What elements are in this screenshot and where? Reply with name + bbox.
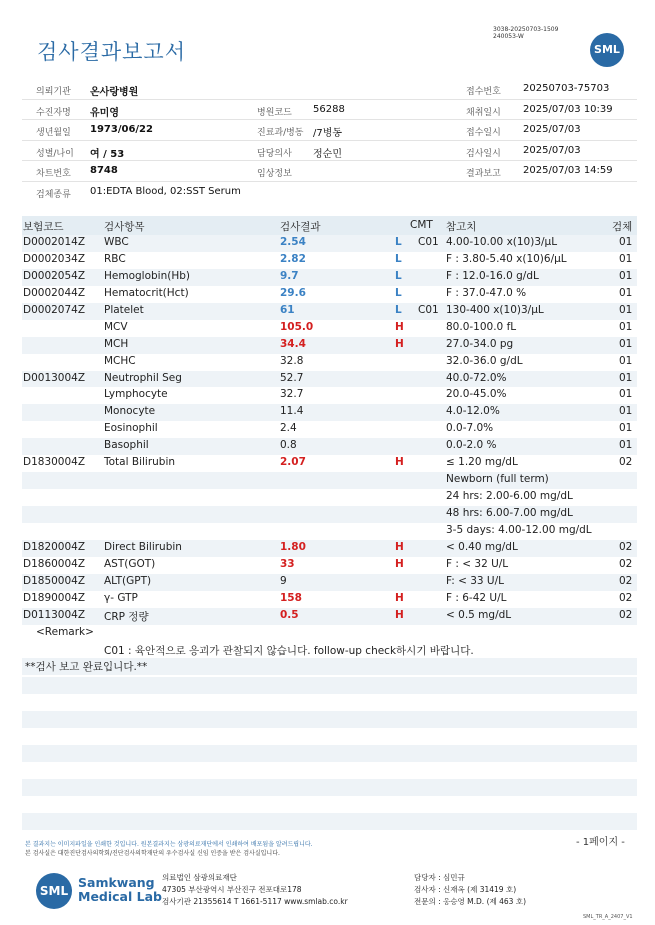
row-flag: L <box>395 236 402 248</box>
receipt-no-label: 접수번호 <box>466 87 501 97</box>
collection-date-value: 2025/07/03 10:39 <box>523 103 613 115</box>
row-result: 52.7 <box>280 371 304 384</box>
row-flag: L <box>395 252 402 265</box>
footer-notes <box>25 840 313 858</box>
row-specimen: 02 <box>619 540 633 553</box>
institution-value: 온사랑병원 <box>90 87 139 98</box>
row-reference: 130-400 x(10)3/μL <box>446 303 544 316</box>
receipt-no-value: 20250703-75703 <box>523 83 610 94</box>
row-code: D1890004Z <box>23 591 86 604</box>
row-code: D0002054Z <box>23 269 86 282</box>
footer-signatures <box>414 872 526 908</box>
complete-text: **검사 보고 완료입니다.** <box>25 661 148 674</box>
patient-label: 수진자명 <box>36 107 71 118</box>
table-row <box>22 438 637 455</box>
row-result: 105.0 <box>280 320 314 333</box>
row-reference: 48 hrs: 6.00-7.00 mg/dL <box>446 507 573 519</box>
table-header <box>22 216 637 235</box>
row-reference: F : 12.0-16.0 g/dL <box>446 269 539 282</box>
report-date-label: 결과보고 <box>466 169 501 179</box>
row-reference: F : 6-42 U/L <box>446 591 507 604</box>
row-result: 29.6 <box>280 286 306 299</box>
row-flag: L <box>395 286 402 299</box>
header-spec: 검체 <box>612 221 633 233</box>
row-code: D0002034Z <box>23 252 86 265</box>
remark-label: <Remark> <box>36 625 94 638</box>
info-row <box>22 182 637 203</box>
birth-value: 1973/06/22 <box>90 124 153 135</box>
row-result: 158 <box>280 591 302 604</box>
results-table <box>22 216 637 675</box>
info-row <box>22 79 637 100</box>
sign2-label: 검사자 : <box>414 885 441 894</box>
row-code: D0002014Z <box>23 236 86 248</box>
row-reference: 80.0-100.0 fL <box>446 320 517 333</box>
blank-row <box>22 762 637 779</box>
collection-date-label: 채취일시 <box>466 107 501 118</box>
remark-text-row <box>22 642 637 659</box>
table-row <box>22 455 637 472</box>
row-reference: 40.0-72.0% <box>446 371 507 384</box>
blank-row <box>22 813 637 830</box>
test-date-label: 검사일시 <box>466 148 501 159</box>
row-item: WBC <box>104 236 129 248</box>
row-flag: H <box>395 557 404 570</box>
row-item: Neutrophil Seg <box>104 371 182 384</box>
remark-text: C01 : 육안적으로 응괴가 관찰되지 않습니다. follow-up check하시기 바랍니다. <box>104 644 474 657</box>
table-row <box>22 371 637 388</box>
blank-rows <box>22 660 637 830</box>
table-body <box>22 235 637 625</box>
row-specimen: 02 <box>619 591 633 604</box>
header-code: 보험코드 <box>23 221 64 233</box>
sex-age-value: 여 / 53 <box>90 148 125 160</box>
row-flag: H <box>395 608 404 621</box>
row-specimen: 01 <box>619 337 633 350</box>
footer-address <box>162 872 348 908</box>
chart-no-value: 8748 <box>90 165 118 176</box>
birth-label: 생년월일 <box>36 128 71 138</box>
row-result: 2.82 <box>280 252 306 265</box>
footer-org: 의료법인 삼광의료재단 <box>162 873 237 882</box>
row-result: 1.80 <box>280 540 306 553</box>
reference-code-line1: 3038-20250703-1509 <box>493 26 559 33</box>
row-result: 61 <box>280 303 295 316</box>
row-item: Hemoglobin(Hb) <box>104 269 191 282</box>
table-row <box>22 286 637 303</box>
table-row <box>22 489 637 506</box>
sml-logo: SML <box>590 33 624 67</box>
row-code: D0002074Z <box>23 303 86 316</box>
row-flag: H <box>395 337 404 350</box>
row-specimen: 01 <box>619 354 633 367</box>
row-item: CRP 정량 <box>104 610 149 623</box>
row-reference: Newborn (full term) <box>446 473 549 486</box>
row-code: D0113004Z <box>23 608 86 621</box>
row-cmt: C01 <box>418 303 439 316</box>
row-reference: < 0.5 mg/dL <box>446 608 512 621</box>
table-row <box>22 574 637 591</box>
row-result: 2.4 <box>280 422 297 435</box>
row-flag: H <box>395 540 404 553</box>
row-specimen: 01 <box>619 422 633 435</box>
header-cmt: CMT <box>410 219 433 231</box>
row-result: 9 <box>280 574 287 587</box>
row-specimen: 01 <box>619 236 633 248</box>
table-row <box>22 421 637 438</box>
table-row <box>22 540 637 557</box>
patient-info <box>22 79 637 202</box>
footer-logo-mark: SML <box>36 873 72 909</box>
row-reference: F : 37.0-47.0 % <box>446 286 527 299</box>
blank-row <box>22 796 637 813</box>
row-result: 0.8 <box>280 439 297 452</box>
row-specimen: 01 <box>619 303 633 316</box>
row-item: Basophil <box>104 439 149 452</box>
clinical-label: 임상정보 <box>257 169 292 179</box>
blank-row <box>22 728 637 745</box>
patient-value: 유미영 <box>90 107 119 119</box>
row-item: ALT(GPT) <box>104 574 152 587</box>
row-reference: 24 hrs: 2.00-6.00 mg/dL <box>446 490 573 503</box>
footer-note-1: 본 결과지는 이미지파일을 인쇄한 것입니다. 원본결과지는 삼광의료재단에서 인쇄하여 배포됨을 알려드립니다. <box>25 841 313 848</box>
row-specimen: 01 <box>619 371 633 384</box>
report-title: 검사결과보고서 <box>37 40 187 64</box>
blank-row <box>22 711 637 728</box>
table-row <box>22 608 637 625</box>
row-flag: H <box>395 591 404 604</box>
row-reference: F : < 32 U/L <box>446 557 509 570</box>
row-specimen: 01 <box>619 405 633 418</box>
row-result: 33 <box>280 557 295 570</box>
row-item: γ- GTP <box>104 591 138 604</box>
row-reference: 0.0-2.0 % <box>446 439 497 452</box>
row-result: 11.4 <box>280 405 304 418</box>
chart-no-label: 차트번호 <box>36 169 71 179</box>
table-row <box>22 269 637 286</box>
row-specimen: 02 <box>619 456 633 469</box>
row-specimen: 02 <box>619 608 633 621</box>
row-reference: ≤ 1.20 mg/dL <box>446 456 518 469</box>
row-item: Hematocrit(Hct) <box>104 286 189 299</box>
blank-row <box>22 779 637 796</box>
sign1-label: 담당자 : <box>414 873 441 882</box>
row-result: 2.54 <box>280 236 306 248</box>
row-item: AST(GOT) <box>104 557 156 570</box>
specimen-label: 검체종류 <box>36 189 71 200</box>
row-item: MCHC <box>104 354 136 367</box>
sign3-label: 전문의 : <box>414 897 441 906</box>
table-row <box>22 235 637 252</box>
row-code: D1830004Z <box>23 456 86 469</box>
row-code: D1860004Z <box>23 557 86 570</box>
dept-label: 진료과/병동 <box>257 128 304 138</box>
row-reference: 4.00-10.00 x(10)3/μL <box>446 236 558 248</box>
table-row <box>22 557 637 574</box>
table-row <box>22 591 637 608</box>
page-number: - 1페이지 - <box>576 837 625 848</box>
info-row <box>22 120 637 141</box>
row-reference: 4.0-12.0% <box>446 405 500 418</box>
reference-code <box>493 26 558 40</box>
table-row <box>22 354 637 371</box>
row-specimen: 01 <box>619 320 633 333</box>
info-row <box>22 161 637 182</box>
dept-value: /7병동 <box>313 128 343 139</box>
row-flag: L <box>395 269 402 282</box>
table-row <box>22 472 637 489</box>
info-row <box>22 141 637 162</box>
row-specimen: 01 <box>619 439 633 452</box>
row-result: 2.07 <box>280 456 306 469</box>
row-result: 34.4 <box>280 337 306 350</box>
row-item: MCV <box>104 320 128 333</box>
row-specimen: 02 <box>619 557 633 570</box>
hospital-code-label: 병원코드 <box>257 107 292 118</box>
test-date-value: 2025/07/03 <box>523 144 581 156</box>
doctor-label: 담당의사 <box>257 148 292 159</box>
document-id: SML_TR_A_2407_V1 <box>583 914 633 920</box>
row-item: Monocyte <box>104 405 156 418</box>
blank-row <box>22 694 637 711</box>
table-row <box>22 320 637 337</box>
row-flag: H <box>395 320 404 333</box>
specimen-value: 01:EDTA Blood, 02:SST Serum <box>90 185 241 197</box>
row-specimen: 01 <box>619 252 633 265</box>
row-flag: L <box>395 303 402 316</box>
receipt-date-value: 2025/07/03 <box>523 124 581 135</box>
footer-logo-line1: Samkwang <box>78 875 155 890</box>
sign1-value: 심민규 <box>443 873 465 882</box>
blank-row <box>22 660 637 677</box>
institution-label: 의뢰기관 <box>36 87 71 97</box>
table-row <box>22 303 637 320</box>
row-item: Eosinophil <box>104 422 158 435</box>
hospital-code-value: 56288 <box>313 103 345 115</box>
row-reference: F: < 33 U/L <box>446 574 505 587</box>
table-row <box>22 387 637 404</box>
footer-logo-text <box>78 876 162 904</box>
remark-label-row <box>22 625 637 642</box>
row-result: 0.5 <box>280 608 299 621</box>
table-row <box>22 337 637 354</box>
row-specimen: 01 <box>619 286 633 299</box>
row-code: D0002044Z <box>23 286 86 299</box>
row-reference: 3-5 days: 4.00-12.00 mg/dL <box>446 523 592 536</box>
row-specimen: 01 <box>619 269 633 282</box>
row-item: MCH <box>104 337 129 350</box>
row-result: 32.8 <box>280 354 304 367</box>
footer-note-2: 본 검사실은 대한진단검사의학회/진단검사의학재단의 우수검사실 신임 인증을 받은 검사실입니다. <box>25 850 280 857</box>
row-reference: 0.0-7.0% <box>446 422 494 435</box>
sign3-value: 옹승영 M.D. (제 463 호) <box>443 897 526 906</box>
row-reference: 27.0-34.0 pg <box>446 337 514 350</box>
row-specimen: 02 <box>619 574 633 587</box>
row-reference: < 0.40 mg/dL <box>446 540 518 553</box>
row-reference: F : 3.80-5.40 x(10)6/μL <box>446 252 567 265</box>
sign2-value: 신재옥 (제 31419 호) <box>443 885 517 894</box>
row-result: 9.7 <box>280 269 299 282</box>
row-reference: 32.0-36.0 g/dL <box>446 354 523 367</box>
row-item: Total Bilirubin <box>104 456 176 469</box>
receipt-date-label: 접수일시 <box>466 128 501 138</box>
table-row <box>22 523 637 540</box>
report-date-value: 2025/07/03 14:59 <box>523 165 613 176</box>
row-code: D0013004Z <box>23 371 86 384</box>
row-item: Lymphocyte <box>104 388 168 401</box>
row-item: RBC <box>104 252 126 265</box>
header-item: 검사항목 <box>104 221 145 233</box>
info-row <box>22 100 637 121</box>
row-result: 32.7 <box>280 388 304 401</box>
doctor-value: 정순민 <box>313 148 342 160</box>
reference-code-line2: 240053-W <box>493 33 524 40</box>
sex-age-label: 성별/나이 <box>36 148 74 159</box>
blank-row <box>22 677 637 694</box>
table-row <box>22 252 637 269</box>
footer-street: 47305 부산광역시 부산진구 전포대로178 <box>162 885 302 894</box>
row-reference: 20.0-45.0% <box>446 388 507 401</box>
blank-row <box>22 745 637 762</box>
row-specimen: 01 <box>619 388 633 401</box>
row-item: Platelet <box>104 303 144 316</box>
row-item: Direct Bilirubin <box>104 540 182 553</box>
header-result: 검사결과 <box>280 221 321 233</box>
row-code: D1820004Z <box>23 540 86 553</box>
footer-contact: 검사기관 21355614 T 1661-5117 www.smlab.co.kr <box>162 897 348 906</box>
row-cmt: C01 <box>418 236 439 248</box>
row-flag: H <box>395 456 404 469</box>
row-code: D1850004Z <box>23 574 86 587</box>
header-ref: 참고치 <box>446 221 477 233</box>
footer-logo-line2: Medical Lab <box>78 889 162 904</box>
table-row <box>22 506 637 523</box>
table-row <box>22 404 637 421</box>
